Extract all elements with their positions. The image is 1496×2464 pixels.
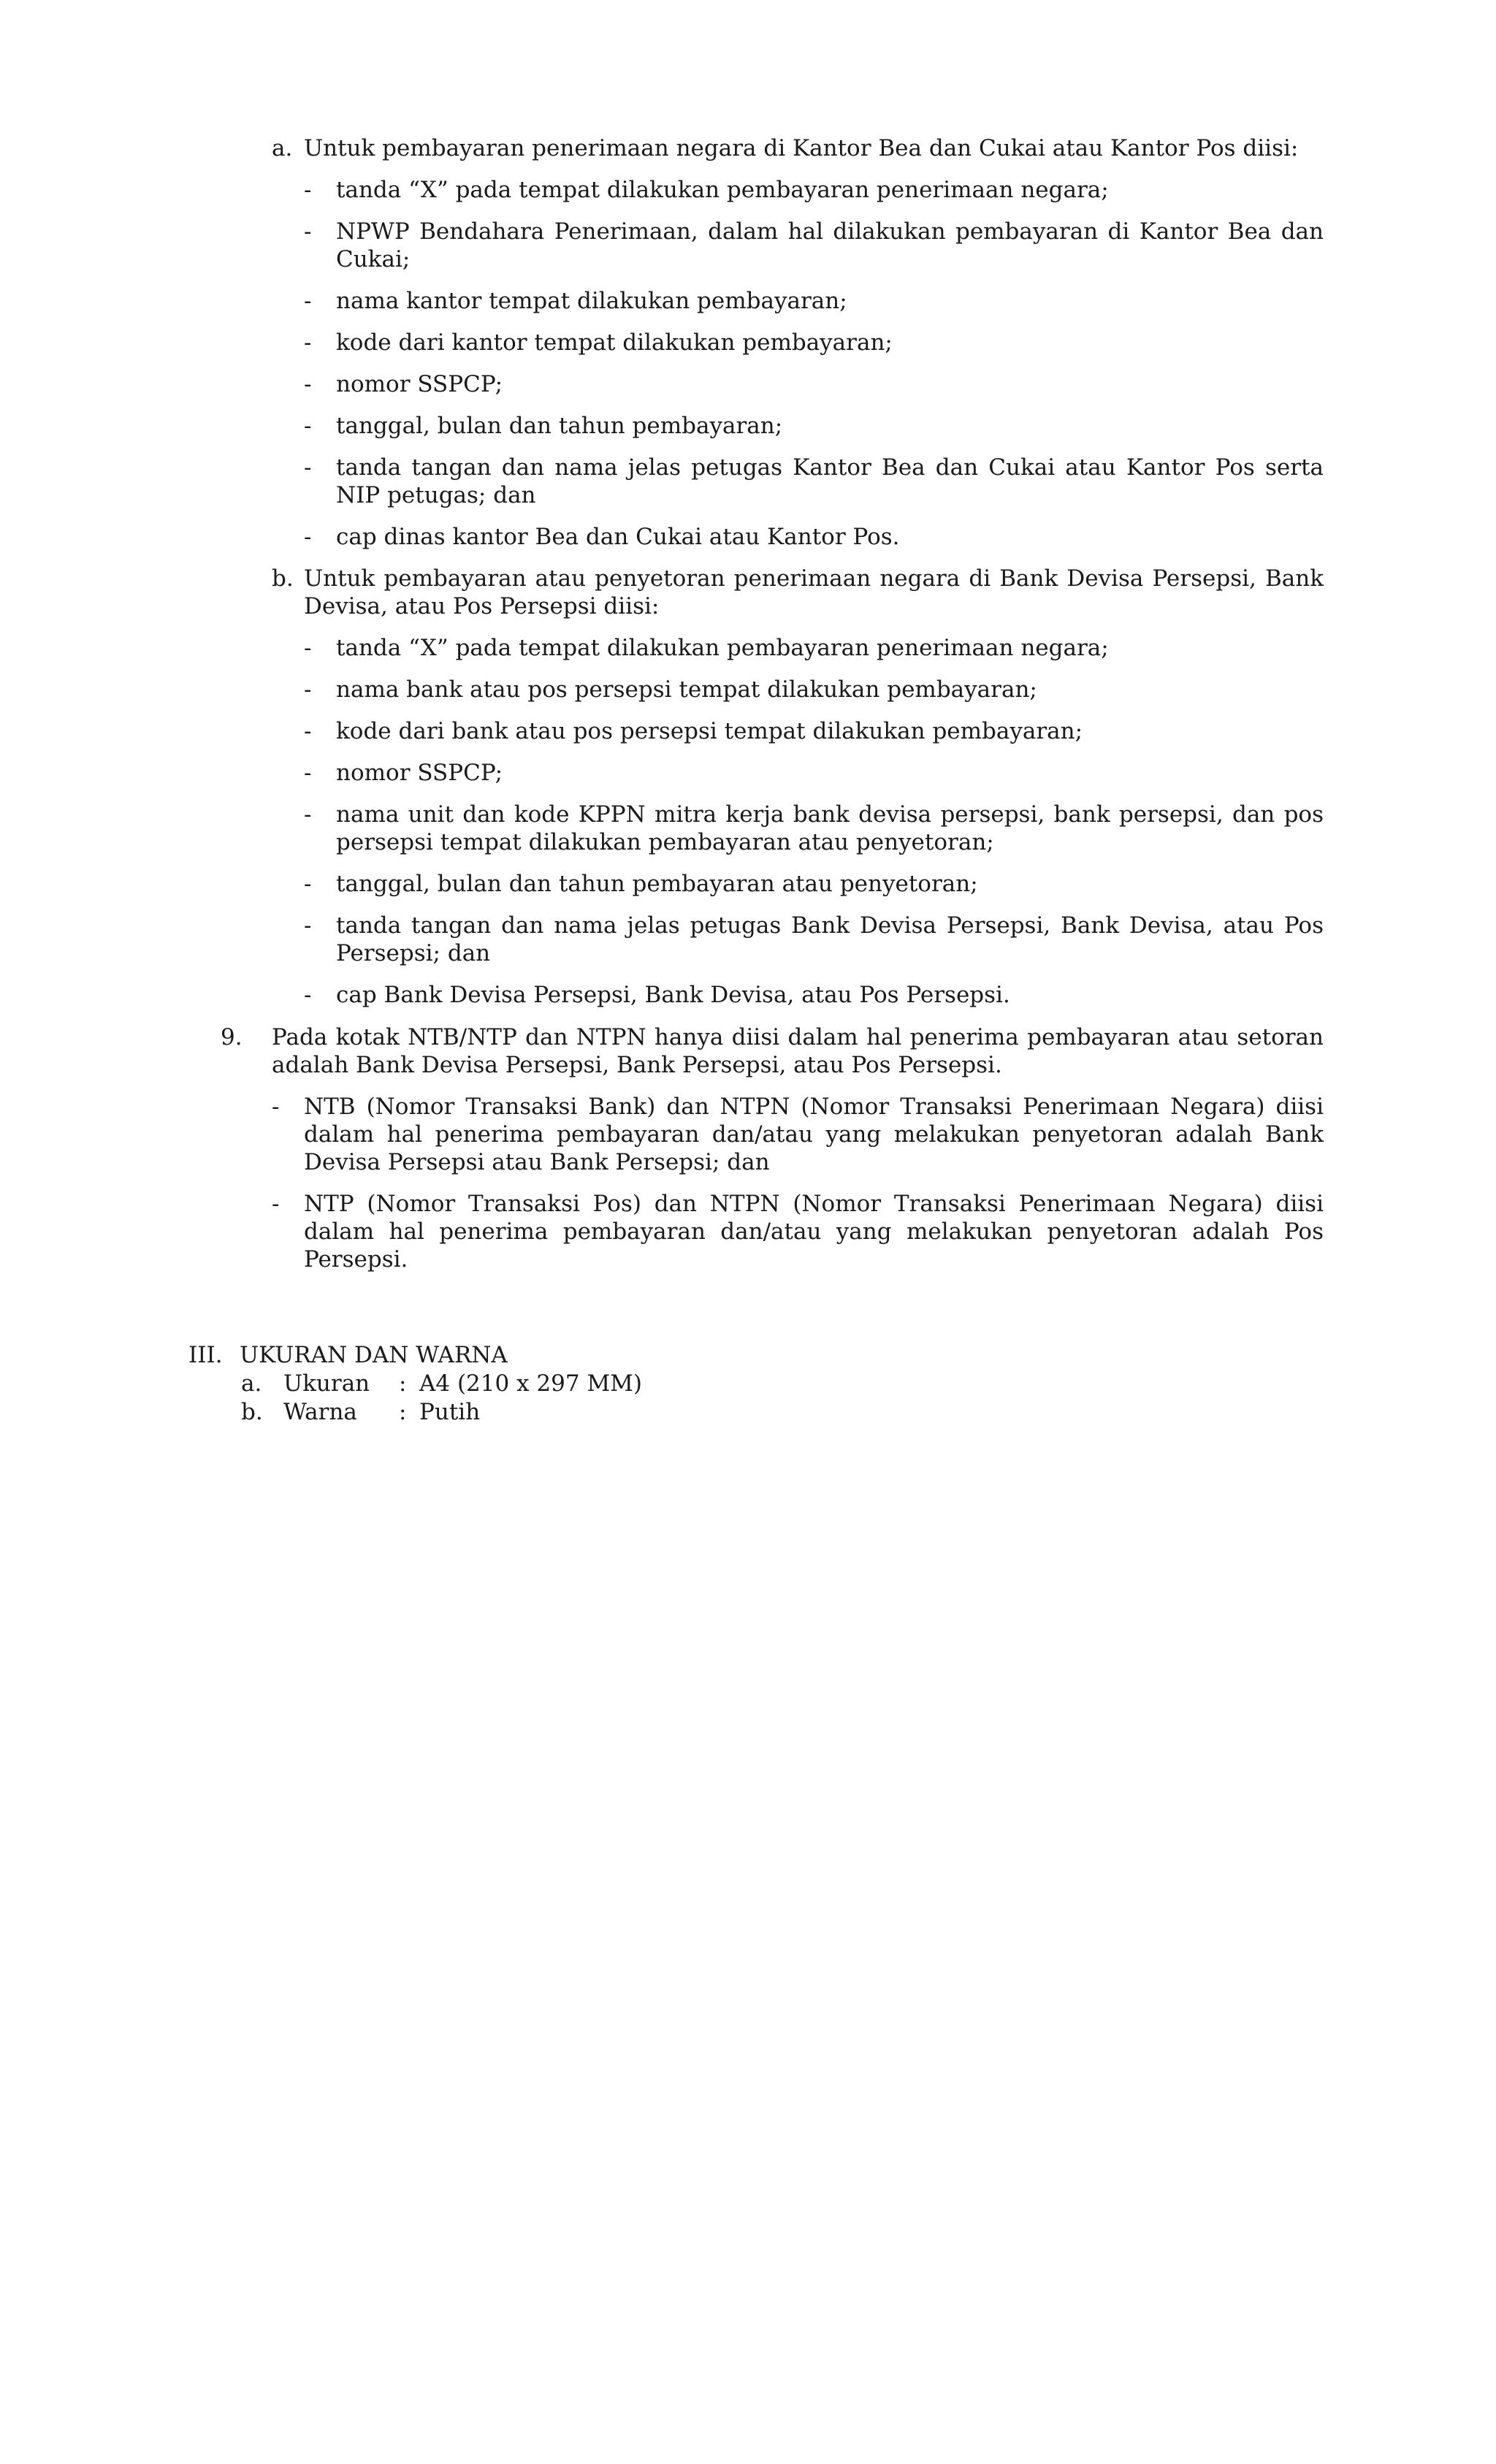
section-b-item-3: [304, 717, 1324, 745]
section-b-heading: [272, 565, 1324, 620]
item-9-marker: 9.: [221, 1024, 243, 1050]
spec-row-color-sep: :: [399, 1399, 407, 1425]
dash-bullet: -: [304, 912, 312, 939]
dash-bullet: -: [272, 1094, 280, 1120]
section-b-item-3-text: kode dari bank atau pos persepsi tempat dilakukan pembayaran;: [336, 718, 1083, 744]
dash-bullet: -: [304, 760, 312, 786]
section-b-item-6-text: tanggal, bulan dan tahun pembayaran atau penyetoran;: [336, 871, 978, 897]
spec-row-size: [241, 1370, 825, 1397]
spec-row-color-label: Warna: [283, 1399, 357, 1425]
section-a-item-4: [304, 329, 1324, 356]
section-a-item-8-text: cap dinas kantor Bea dan Cukai atau Kantor Pos.: [336, 524, 900, 550]
spec-row-color: [241, 1398, 825, 1426]
dash-bullet: -: [304, 871, 312, 897]
section-a-item-2-text: NPWP Bendahara Penerimaan, dalam hal dilakukan pembayaran di Kantor Bea dan Cukai;: [336, 218, 1324, 272]
section-iii-heading: [188, 1341, 773, 1369]
section-b-marker: b.: [272, 565, 294, 592]
section-b-item-8: [304, 981, 1324, 1009]
dash-bullet: -: [304, 288, 312, 314]
item-9-sub-2: [272, 1190, 1324, 1273]
item-9-text: Pada kotak NTB/NTP dan NTPN hanya diisi dalam hal penerima pembayaran atau setoran adalah Bank Devisa Persepsi, Bank Persepsi, atau Pos Persepsi.: [272, 1024, 1324, 1078]
section-a-item-8: [304, 523, 1324, 551]
section-iii-title: UKURAN DAN WARNA: [240, 1342, 508, 1368]
spec-row-size-marker: a.: [241, 1370, 262, 1397]
item-9-sub-1-text: NTB (Nomor Transaksi Bank) dan NTPN (Nomor Transaksi Penerimaan Negara) diisi dalam hal penerima pembayaran dan/atau yang melakukan penyetoran adalah Bank Devisa Persepsi atau Bank Persepsi; dan: [304, 1094, 1324, 1175]
section-a-item-5-text: nomor SSPCP;: [336, 371, 503, 397]
section-b-item-8-text: cap Bank Devisa Persepsi, Bank Devisa, atau Pos Persepsi.: [336, 982, 1010, 1008]
section-b-item-4-text: nomor SSPCP;: [336, 760, 503, 786]
dash-bullet: -: [304, 982, 312, 1008]
section-b-heading-text: Untuk pembayaran atau penyetoran penerimaan negara di Bank Devisa Persepsi, Bank Devisa, atau Pos Persepsi diisi:: [304, 565, 1324, 619]
dash-bullet: -: [304, 413, 312, 439]
dash-bullet: -: [304, 177, 312, 203]
dash-bullet: -: [304, 676, 312, 703]
section-b-item-4: [304, 759, 1324, 787]
spec-row-size-label: Ukuran: [283, 1370, 370, 1397]
dash-bullet: -: [304, 329, 312, 356]
section-b-item-2-text: nama bank atau pos persepsi tempat dilakukan pembayaran;: [336, 676, 1037, 703]
section-a-item-3: [304, 287, 1324, 315]
section-a-item-7-text: tanda tangan dan nama jelas petugas Kantor Bea dan Cukai atau Kantor Pos serta NIP petugas; dan: [336, 454, 1324, 508]
dash-bullet: -: [304, 635, 312, 661]
item-9-sub-2-text: NTP (Nomor Transaksi Pos) dan NTPN (Nomor Transaksi Penerimaan Negara) diisi dalam hal penerima pembayaran dan/atau yang melakukan penyetoran adalah Pos Persepsi.: [304, 1191, 1324, 1273]
section-iii-marker: III.: [188, 1342, 223, 1368]
section-b-item-6: [304, 870, 1324, 898]
section-b-item-7: [304, 912, 1324, 967]
section-a-item-4-text: kode dari kantor tempat dilakukan pembayaran;: [336, 329, 893, 356]
section-b-item-1: [304, 634, 1324, 662]
section-a-item-2: [304, 218, 1324, 273]
dash-bullet: -: [304, 371, 312, 397]
section-a-item-6: [304, 412, 1324, 440]
item-9: [221, 1023, 1324, 1079]
section-a-item-1-text: tanda “X” pada tempat dilakukan pembayaran penerimaan negara;: [336, 177, 1109, 203]
section-a-heading: [272, 134, 1324, 162]
section-b-item-5-text: nama unit dan kode KPPN mitra kerja bank devisa persepsi, bank persepsi, dan pos persepsi tempat dilakukan pembayaran atau penyetoran;: [336, 801, 1324, 855]
spec-row-color-value: Putih: [419, 1399, 481, 1425]
section-a-item-1: [304, 176, 1324, 204]
item-9-sub-1: [272, 1093, 1324, 1176]
dash-bullet: -: [304, 801, 312, 828]
section-b-item-5: [304, 801, 1324, 856]
section-a-item-7: [304, 454, 1324, 509]
dash-bullet: -: [304, 718, 312, 744]
dash-bullet: -: [304, 524, 312, 550]
dash-bullet: -: [304, 218, 312, 245]
dash-bullet: -: [272, 1191, 280, 1217]
section-b-item-7-text: tanda tangan dan nama jelas petugas Bank Devisa Persepsi, Bank Devisa, atau Pos Persepsi; dan: [336, 912, 1324, 966]
spec-row-size-value: A4 (210 x 297 MM): [419, 1370, 643, 1397]
spec-row-color-marker: b.: [241, 1399, 263, 1425]
dash-bullet: -: [304, 454, 312, 481]
section-a-marker: a.: [272, 135, 293, 161]
section-a-item-5: [304, 370, 1324, 398]
section-a-heading-text: Untuk pembayaran penerimaan negara di Kantor Bea dan Cukai atau Kantor Pos diisi:: [304, 135, 1299, 161]
section-a-item-6-text: tanggal, bulan dan tahun pembayaran;: [336, 413, 783, 439]
section-b-item-1-text: tanda “X” pada tempat dilakukan pembayaran penerimaan negara;: [336, 635, 1109, 661]
section-a-item-3-text: nama kantor tempat dilakukan pembayaran;: [336, 288, 847, 314]
spec-row-size-sep: :: [399, 1370, 407, 1397]
section-b-item-2: [304, 676, 1324, 703]
